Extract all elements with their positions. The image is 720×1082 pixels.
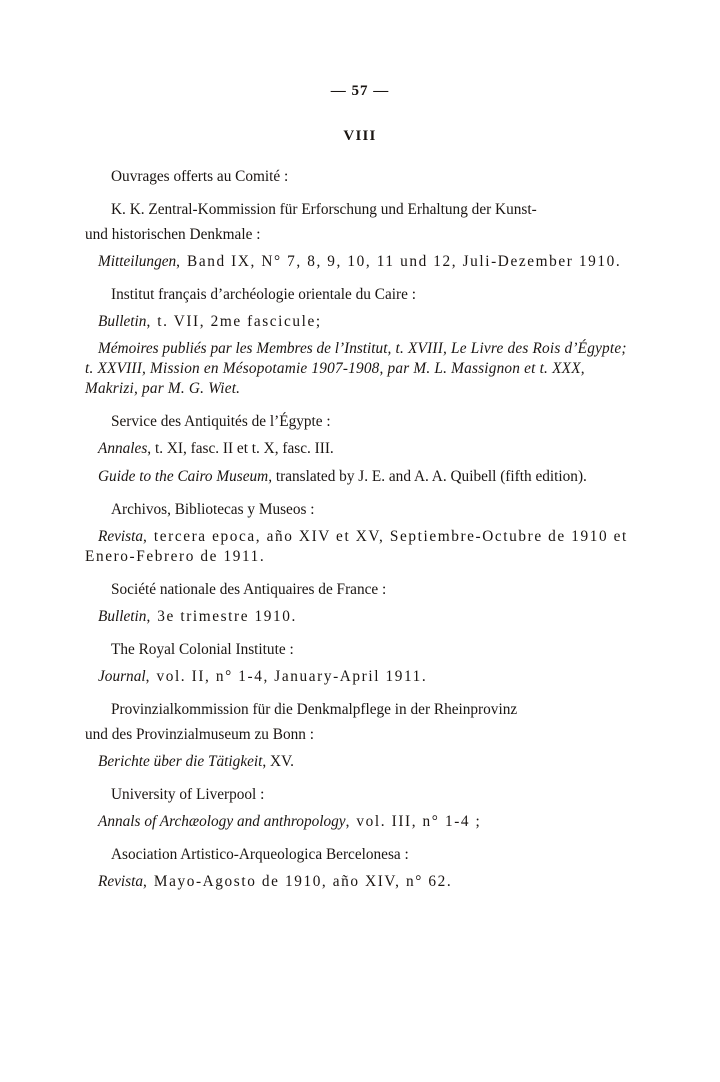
entry-heading: Société nationale des Antiquaires de France : [111,580,387,598]
entry-heading: Service des Antiquités de l’Égypte : [111,413,331,431]
entry-heading: Archivos, Bibliotecas y Museos : [111,500,315,518]
entry-item [85,872,635,892]
entry-item [85,667,635,687]
item-title: Journal [98,667,146,685]
item-detail: , vol. II, n° 1-4, January-April 1911. [145,667,428,685]
entry-item [85,252,635,272]
entry-asociation-artistico-arqueologica [85,845,635,892]
intro-line: Ouvrages offerts au Comité : [111,168,289,185]
entry-archivos-bibliotecas-museos [85,500,635,567]
item-title: Revista [98,872,144,890]
item-detail: , t. VII, 2me fascicule; [146,312,322,330]
item-title: Guide to the Cairo Museum, [98,467,273,485]
entry-item [85,607,635,627]
item-title: Bulletin [98,607,147,625]
item-detail: , vol. III, n° 1-4 ; [345,812,482,830]
entry-provinzialkommission-rheinprovinz [85,700,635,772]
entry-heading-cont: und des Provinzialmuseum zu Bonn : [85,725,315,743]
entry-university-of-liverpool [85,785,635,832]
item-detail: , t. XVIII, Le Livre des Rois d’Égypte; t. XXVIII, Mission en Mésopotamie 1907-1908, par M. L. Massignon et t. XXX, Makrizi, par M. G. Wiet. [85,339,627,398]
entry-societe-antiquaires-france [85,580,635,627]
entry-item [85,752,635,772]
entry-heading: Provinzialkommission für die Denkmalpflege in der Rheinprovinz [111,701,518,719]
entry-royal-colonial-institute [85,640,635,687]
entry-item [85,527,635,567]
entry-item [85,312,635,332]
entry-institut-francais-archeologie [85,285,635,400]
item-detail: , Mayo-Agosto de 1910, año XIV, n° 62. [143,872,453,890]
entry-item [85,812,635,832]
item-detail: , t. XI, fasc. II et t. X, fasc. III. [147,440,334,458]
entry-heading: Institut français d’archéologie orientale du Caire : [111,285,416,303]
item-detail: , Band IX, N° 7, 8, 9, 10, 11 und 12, Juli-Dezember 1910. [176,252,622,270]
entry-kk-zentral-kommission [85,200,635,272]
entry-heading: K. K. Zentral-Kommission für Erforschung und Erhaltung der Kunst- [111,200,537,218]
item-detail: , tercera epoca, año XIV et XV, Septiembre-Octubre de 1910 et Enero-Febrero de 1911. [85,527,628,565]
entry-heading-cont: und historischen Denkmale : [85,225,261,243]
entry-item [85,339,635,400]
entry-heading: Asociation Artistico-Arqueologica Bercelonesa : [111,846,409,864]
entry-service-antiquites-egypte [85,412,635,486]
page-number: — 57 — [330,83,390,99]
item-title: Mitteilungen [98,252,177,270]
item-detail: translated by J. E. and A. A. Quibell (fifth edition). [272,467,587,485]
item-title: Annals of Archæology and anthropology [98,812,346,830]
item-title: Annales [98,440,148,458]
entry-item [85,467,635,487]
item-detail: , 3e trimestre 1910. [146,607,297,625]
entry-heading: University of Liverpool : [111,786,265,803]
item-title: Berichte über die Tätigkeit [98,752,263,770]
entry-heading: The Royal Colonial Institute : [111,641,294,658]
section-heading: VIII [343,128,377,144]
item-detail: , XV. [262,752,295,770]
item-title: Mémoires publiés par les Membres de l’Institut [98,339,388,357]
item-title: Bulletin [98,312,147,330]
entry-item [85,439,635,459]
item-title: Revista [98,527,144,545]
page-body [85,167,635,892]
